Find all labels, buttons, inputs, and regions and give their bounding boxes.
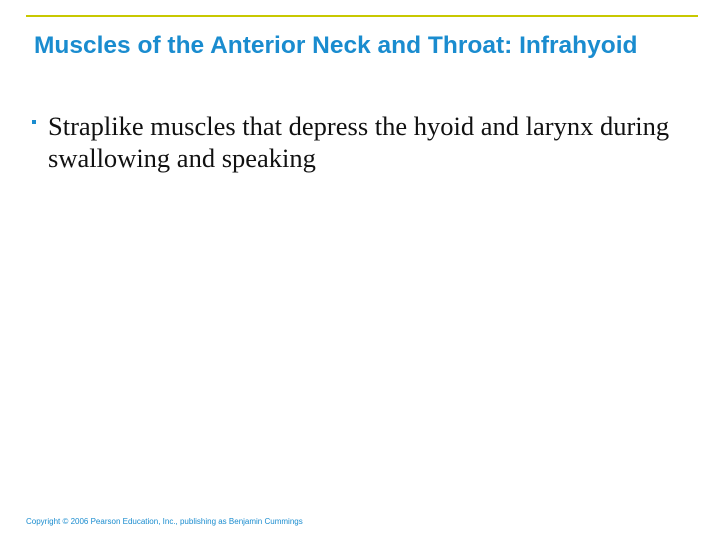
bullet-list <box>30 110 690 174</box>
top-divider-rule <box>26 15 698 17</box>
bullet-item <box>30 110 690 174</box>
copyright-footer: Copyright © 2006 Pearson Education, Inc., publishing as Benjamin Cummings <box>26 517 303 526</box>
bullet-marker-icon <box>32 120 36 124</box>
slide-title: Muscles of the Anterior Neck and Throat: Infrahyoid <box>34 32 638 59</box>
bullet-text: Straplike muscles that depress the hyoid and larynx during swallowing and speaking <box>48 111 670 173</box>
